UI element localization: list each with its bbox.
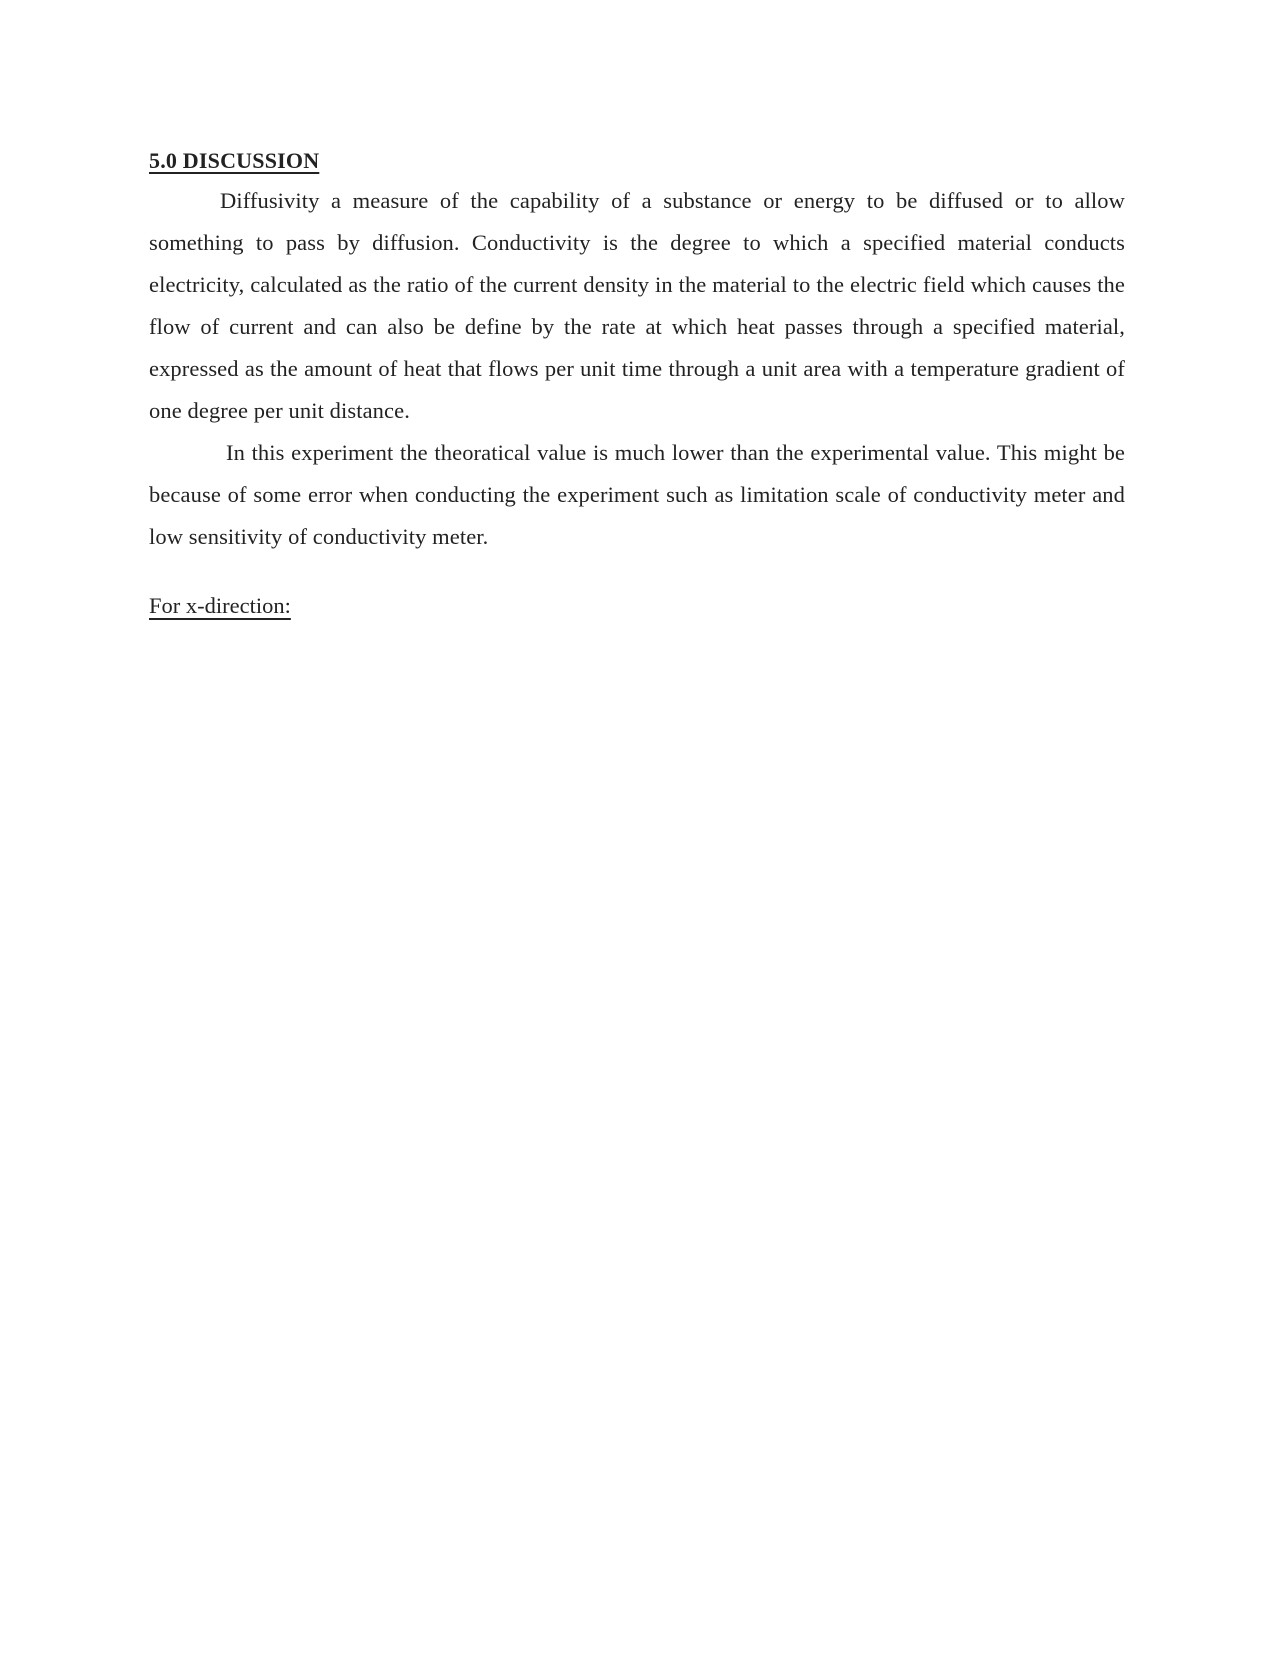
discussion-paragraph-2: In this experiment the theoratical value is much lower than the experimental value. This might be because of some error when conducting the experiment such as limitation scale of conductivity meter and low sensitivity of conductivity meter.: [149, 440, 1125, 549]
document-content: [149, 146, 1125, 621]
discussion-paragraph-1: Diffusivity a measure of the capability of a substance or energy to be diffused or to allow something to pass by diffusion. Conductivity is the degree to which a specified material conducts electricity, calculated as the ratio of the current density in the material to the electric field which causes the flow of current and can also be define by the rate at which heat passes through a specified material, expressed as the amount of heat that flows per unit time through a unit area with a temperature gradient of one degree per unit distance.: [149, 188, 1125, 423]
x-direction-subheading: For x-direction:: [149, 593, 291, 618]
section-heading: 5.0 DISCUSSION: [149, 148, 320, 173]
